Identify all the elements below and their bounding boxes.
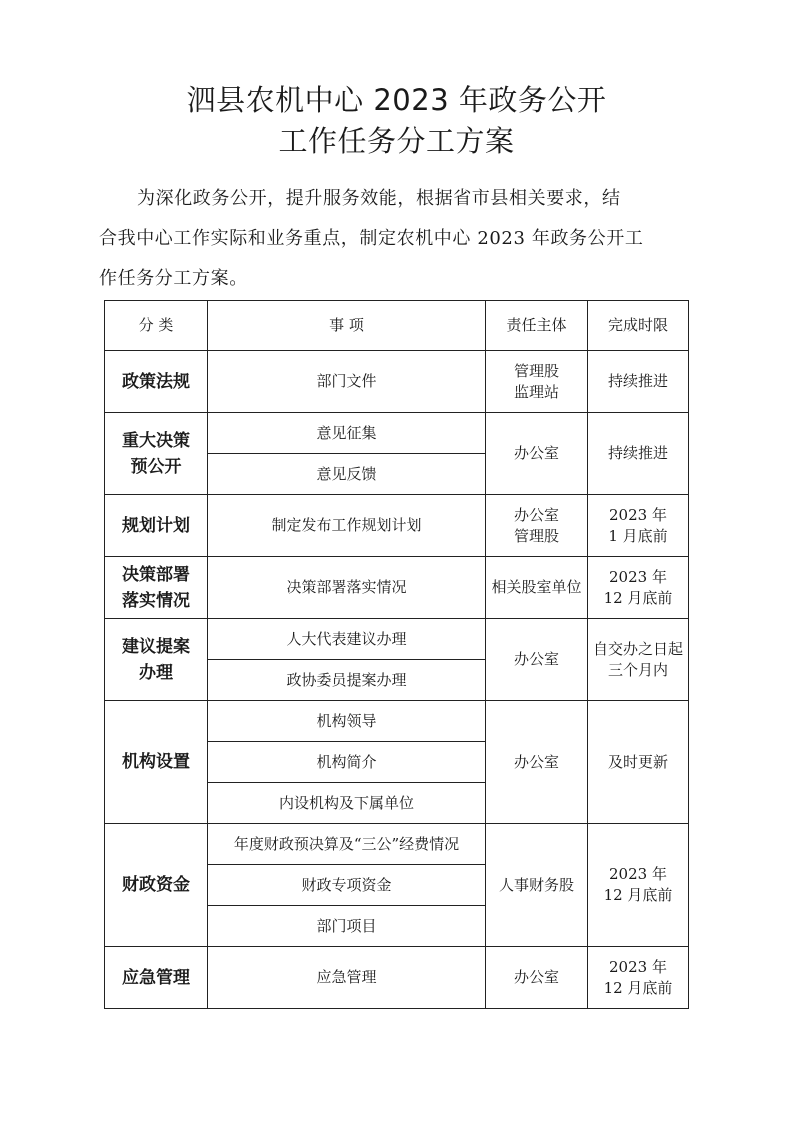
deadline-line: 2023 年 [609, 567, 667, 586]
owner-cell: 办公室 [486, 413, 588, 495]
category-line: 预公开 [130, 456, 182, 477]
deadline-line: 2023 年 [609, 505, 667, 524]
deadline-cell [588, 947, 689, 1009]
category-cell: 规划计划 [105, 495, 208, 557]
deadline-line: 2023 年 [609, 957, 667, 976]
owner-cell [486, 351, 588, 413]
table-row [105, 495, 689, 557]
category-line: 建议提案 [122, 636, 190, 657]
table-row [105, 947, 689, 1009]
item-cell: 部门文件 [208, 351, 486, 413]
item-cell: 机构领导 [208, 701, 486, 742]
item-cell: 应急管理 [208, 947, 486, 1009]
task-assignment-table [104, 300, 689, 1009]
owner-cell: 办公室 [486, 947, 588, 1009]
table-row [105, 351, 689, 413]
document-title-line-1: 泗县农机中心 2023 年政务公开 [186, 83, 607, 117]
header-owner: 责任主体 [486, 301, 588, 351]
deadline-cell [588, 557, 689, 619]
table-row [105, 824, 689, 865]
item-cell: 部门项目 [208, 906, 486, 947]
table-row [105, 619, 689, 660]
category-line: 重大决策 [122, 430, 190, 451]
category-cell: 应急管理 [105, 947, 208, 1009]
deadline-line: 12 月底前 [603, 588, 673, 607]
deadline-line: 12 月底前 [603, 978, 673, 997]
item-cell: 意见征集 [208, 413, 486, 454]
category-line: 决策部署 [122, 564, 190, 585]
owner-line: 办公室 [513, 505, 559, 524]
item-cell: 政协委员提案办理 [208, 660, 486, 701]
category-line: 落实情况 [122, 590, 190, 611]
category-cell: 财政资金 [105, 824, 208, 947]
category-cell [105, 557, 208, 619]
deadline-cell [588, 495, 689, 557]
deadline-line: 2023 年 [609, 865, 667, 883]
owner-cell: 相关股室单位 [486, 557, 588, 619]
item-cell: 财政专项资金 [208, 865, 486, 906]
table-row [105, 413, 689, 454]
owner-cell: 办公室 [486, 619, 588, 701]
item-cell: 人大代表建议办理 [208, 619, 486, 660]
item-cell: 内设机构及下属单位 [208, 783, 486, 824]
deadline-cell: 持续推进 [588, 413, 689, 495]
deadline-line: 1 月底前 [608, 526, 668, 545]
owner-line: 监理站 [513, 382, 559, 401]
table-row [105, 701, 689, 742]
header-item: 事 项 [208, 301, 486, 351]
item-cell: 意见反馈 [208, 454, 486, 495]
item-cell: 制定发布工作规划计划 [208, 495, 486, 557]
document-title-line-2: 工作任务分工方案 [278, 124, 515, 158]
category-cell: 机构设置 [105, 701, 208, 824]
deadline-cell: 及时更新 [588, 701, 689, 824]
item-cell: 决策部署落实情况 [208, 557, 486, 619]
owner-line: 管理股 [513, 526, 559, 545]
item-cell: 机构简介 [208, 742, 486, 783]
header-deadline: 完成时限 [588, 301, 689, 351]
intro-paragraph-line-2: 合我中心工作实际和业务重点，制定农机中心 2023 年政务公开工 [99, 228, 644, 249]
owner-cell: 办公室 [486, 701, 588, 824]
deadline-line: 三个月内 [607, 660, 668, 679]
category-cell [105, 619, 208, 701]
table-header-row [105, 301, 689, 351]
category-cell [105, 413, 208, 495]
header-category: 分 类 [105, 301, 208, 351]
deadline-cell [588, 619, 689, 701]
owner-cell [486, 495, 588, 557]
deadline-cell [588, 824, 689, 947]
category-line: 办理 [139, 662, 173, 683]
table-row [105, 557, 689, 619]
owner-line: 管理股 [513, 361, 559, 380]
intro-paragraph-line-1: 为深化政务公开，提升服务效能，根据省市县相关要求，结 [137, 188, 621, 209]
owner-cell: 人事财务股 [486, 824, 588, 947]
deadline-line: 12 月底前 [603, 886, 673, 904]
deadline-cell: 持续推进 [588, 351, 689, 413]
intro-paragraph-line-3: 作任务分工方案。 [99, 268, 248, 289]
item-cell: 年度财政预决算及“三公”经费情况 [208, 824, 486, 865]
deadline-line: 自交办之日起 [592, 639, 683, 658]
category-cell: 政策法规 [105, 351, 208, 413]
